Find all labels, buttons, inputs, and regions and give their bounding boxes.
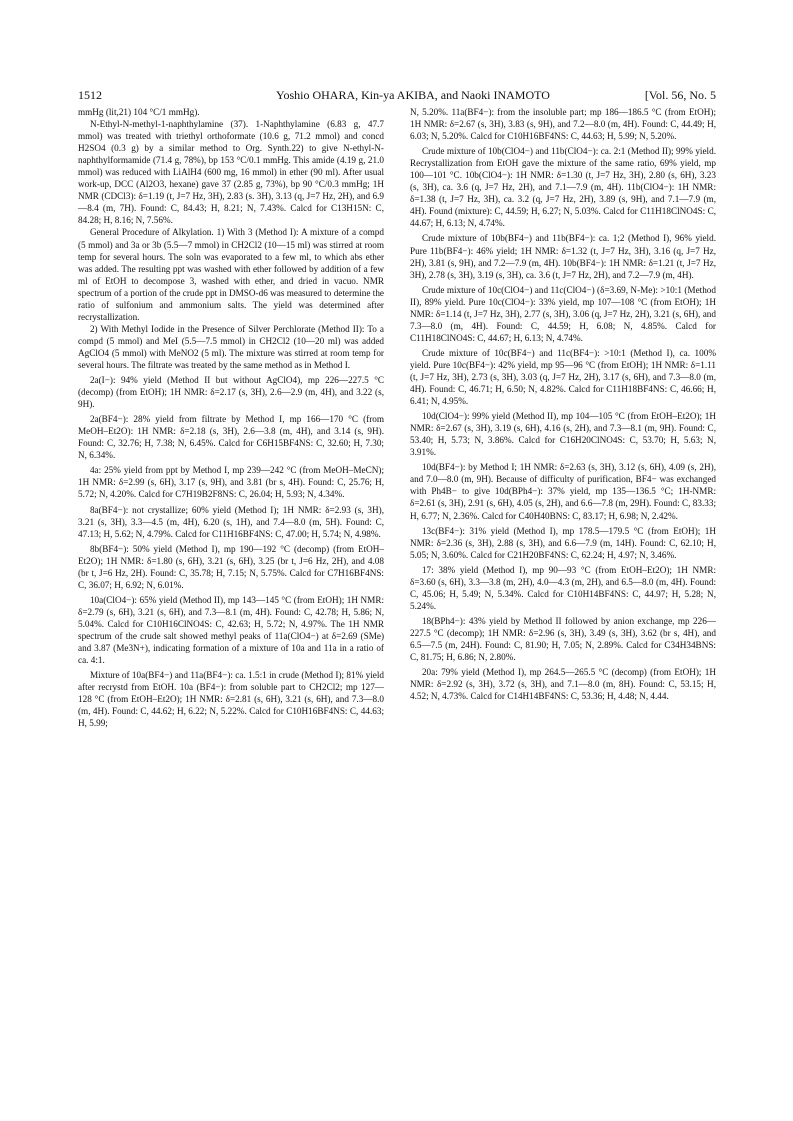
- paragraph: 20a: 79% yield (Method I), mp 264.5—265.5 °C (decomp) (from EtOH); 1H NMR: δ=2.92 (s, 3H), 3.72 (s, 3H), and 7.1—8.0 (m, 8H). Found: C, 53.15; H, 4.52; N, 4.73%. Calcd for C14H14BF4NS: C, 53.36; H, 4.48; N, 4.44.: [410, 667, 716, 702]
- paragraph: 18(BPh4−): 43% yield by Method II followed by anion exchange, mp 226—227.5 °C (decomp); 1H NMR: δ=2.96 (s, 3H), 3.49 (s, 3H), 3.62 (br s, 4H), and 6.5—7.5 (m, 24H). Found: C, 81.90; H, 7.05; N, 2.89%. Calcd for C34H34BNS: C, 81.75; H, 6.86; N, 2.80%.: [410, 615, 716, 663]
- paragraph: Crude mixture of 10c(ClO4−) and 11c(ClO4−) (δ=3.69, N-Me): >10:1 (Method II), 89% yield. Pure 10c(ClO4−): 33% yield, mp 107—108 °C (from EtOH); 1H NMR: δ=1.14 (t, J=7 Hz, 3H), 2.77 (s, 3H), 3.06 (q, J=7 Hz, 2H), 3.21 (s, 6H), and 7.3—8.0 (m, 4H). Found: C, 44.59; H, 6.08; N, 4.85%. Calcd for C11H18ClNO4S: C, 44.67; H, 6.13; N, 4.74%.: [410, 284, 716, 343]
- paragraph: 2a(I−): 94% yield (Method II but without AgClO4), mp 226—227.5 °C (decomp) (from EtOH); 1H NMR: δ=2.17 (s, 3H), 2.6—2.9 (m, 4H), and 3.22 (s, 9H).: [78, 375, 384, 410]
- left-column: [78, 106, 384, 729]
- paragraph: Crude mixture of 10b(BF4−) and 11b(BF4−): ca. 1;2 (Method I), 96% yield. Pure 11b(BF4−): 46% yield; 1H NMR: δ=1.32 (t, J=7 Hz, 3H), 3.16 (q, J=7 Hz, 2H), 3.81 (s, 9H), and 7.2—7.9 (m, 4H). 10b(BF4−): 1H NMR: δ=1.21 (t, J=7 Hz, 3H), 2.78 (s, 3H), 3.19 (s, 3H), ca. 3.6 (t, J=7 Hz, 2H), and 7.2—7.9 (m, 4H).: [410, 233, 716, 280]
- volume-issue: [Vol. 56, No. 5: [644, 88, 716, 102]
- paragraph: 10a(ClO4−): 65% yield (Method II), mp 143—145 °C (from EtOH); 1H NMR: δ=2.79 (s, 6H), 3.21 (s, 6H), and 7.3—8.1 (m, 4H). Found: C, 42.78; H, 5.86; N, 5.04%. Calcd for C10H16ClNO4S: C, 42.63; H, 5.72; N, 4.97%. The 1H NMR spectrum of the crude salt showed methyl peaks of 11a(ClO4−) at δ=2.69 (SMe) and 3.87 (Me3N+), indicating formation of a mixture of 10a and 11a in a ratio of ca. 4:1.: [78, 594, 384, 666]
- paragraph: 10d(BF4−): by Method I; 1H NMR: δ=2.63 (s, 3H), 3.12 (s, 6H), 4.09 (s, 2H), and 7.0—8.0 (m, 9H). Because of difficulty of purification, BF4− was exchanged with Ph4B− to give 10d(BPh4−): 37% yield, mp 135—136.5 °C; 1H-NMR: δ=2.61 (s, 3H), 2.91 (s, 6H), 4.05 (s, 2H), and 6.6—7.8 (m, 29H). Found: C, 83.33; H, 6.77; N, 2.36%. Calcd for C40H40BNS: C, 83.17; H, 6.98; N, 2.42%.: [410, 462, 716, 521]
- paragraph: 8a(BF4−): not crystallize; 60% yield (Method I); 1H NMR: δ=2.93 (s, 3H), 3.21 (s, 3H), 3.3—4.5 (m, 4H), 6.20 (s, 1H), and 7.4—8.0 (m, 5H). Found: C, 47.13; H, 5.62; N, 4.79%. Calcd for C11H16BF4NS: C, 47.00; H, 5.74; N, 4.98%.: [78, 504, 384, 539]
- paragraph: 8b(BF4−): 50% yield (Method I), mp 190—192 °C (decomp) (from EtOH–Et2O); 1H NMR: δ=1.80 (s, 6H), 3.21 (s, 6H), 3.25 (br t, J=6 Hz, 2H), and 4.08 (br t, J=6 Hz, 2H). Found: C, 35.78; H, 7.15; N, 5.75%. Calcd for C7H16BF4NS: C, 36.07; H, 6.92; N, 6.01%.: [78, 543, 384, 590]
- running-header: [78, 88, 716, 106]
- running-authors: Yoshio OHARA, Kin-ya AKIBA, and Naoki INAMOTO: [276, 88, 550, 102]
- paragraph: 2a(BF4−): 28% yield from filtrate by Method I, mp 166—170 °C (from MeOH–Et2O): 1H NMR: δ=2.18 (s, 3H), 2.6—3.8 (m, 4H), and 3.14 (s, 9H). Found: C, 32.76; H, 7.38; N, 6.45%. Calcd for C6H15BF4NS: C, 32.60; H, 7.30; N, 6.34%.: [78, 414, 384, 461]
- right-column: [410, 106, 716, 702]
- paragraph: N, 5.20%. 11a(BF4−): from the insoluble part; mp 186—186.5 °C (from EtOH); 1H NMR: δ=2.67 (s, 3H), 3.83 (s, 9H), and 7.2—8.0 (m, 4H). Found: C, 44.49; H, 6.03; N, 5.20%. Calcd for C10H16BF4NS: C, 44.63; H, 5.99; N, 5.20%.: [410, 107, 716, 142]
- paragraph: Mixture of 10a(BF4−) and 11a(BF4−): ca. 1.5:1 in crude (Method I); 81% yield after recrystd from EtOH. 10a (BF4−): from soluble part to CH2Cl2; mp 127—128 °C (from EtOH–Et2O); 1H NMR: δ=2.81 (s, 6H), 3.21 (s, 6H), and 7.3—8.0 (m, 4H). Found: C, 44.62; H, 6.22; N, 5.22%. Calcd for C10H16BF4NS: C, 44.63; H, 5.99;: [78, 670, 384, 729]
- paragraph: Crude mixture of 10c(BF4−) and 11c(BF4−): >10:1 (Method I), ca. 100% yield. Pure 10c(BF4−): 42% yield, mp 95—96 °C (from EtOH); 1H NMR: δ=1.11 (t, J=7 Hz, 3H), 2.73 (s, 3H), 3.03 (q, J=7 Hz, 2H), 3.17 (s, 6H), and 7.3—8.0 (m, 4H). Found: C, 46.71; H, 6.50; N, 4.82%. Calcd for C11H18BF4NS: C, 46.66; H, 6.41; N, 4.95%.: [410, 347, 716, 407]
- paragraph: 4a: 25% yield from ppt by Method I, mp 239—242 °C (from MeOH–MeCN); 1H NMR: δ=2.99 (s, 6H), 3.17 (s, 9H), and 3.81 (br s, 4H). Found: C, 25.76; H, 5.72; N, 4.20%. Calcd for C7H19B2F8NS: C, 26.04; H, 5.93; N, 4.34%.: [78, 465, 384, 500]
- paragraph: 13c(BF4−): 31% yield (Method I), mp 178.5—179.5 °C (from EtOH); 1H NMR: δ=2.36 (s, 3H), 2.88 (s, 3H), and 6.6—7.9 (m, 14H). Found: C, 62.10; H, 5.05; N, 3.60%. Calcd for C21H20BF4NS: C, 62.24; H, 4.97; N, 3.46%.: [410, 525, 716, 560]
- paragraph: N-Ethyl-N-methyl-1-naphthylamine (37). 1-Naphthylamine (6.83 g, 47.7 mmol) was treated with triethyl orthoformate (10.6 g, 71.2 mmol) and concd H2SO4 (0.3 g) by a similar method to Org. Synth.22) to give N-ethyl-N-naphthylformamide (71.4 g, 78%), bp 153 °C/0.1 mmHg. This amide (4.19 g, 21.0 mmol) was reduced with LiAlH4 (600 mg, 16 mmol) in ether (90 ml). After usual work-up, DCC (Al2O3, hexane) gave 37 (2.85 g, 73%), bp 90 °C/0.3 mmHg; 1H NMR (CDCl3): δ=1.19 (t, J=7 Hz, 3H), 2.83 (s. 3H), 3.13 (q, J=7 Hz, 2H), and 6.9—8.4 (m, 7H). Found: C, 84.43; H, 8.21; N, 7.43%. Calcd for C13H15N: C, 84.28; H, 8.16; N, 7.56%.: [78, 119, 384, 226]
- paragraph: mmHg (lit,21) 104 °C/1 mmHg).: [78, 107, 200, 117]
- paragraph: General Procedure of Alkylation. 1) With 3 (Method I): A mixture of a compd (5 mmol) and 3a or 3b (5.5—7 mmol) in CH2Cl2 (10—15 ml) was stirred at room temp for several hours. The soln was evaporated to a few ml, to which abs ether was added. The resulting ppt was washed with ether followed by addition of a few ml of EtOH to decompose 3, washed with ether, and dried in vacuo. NMR spectrum of a portion of the crude ppt in DMSO-d6 was measured to determine the ratio of sulfonium and ammonium salts. The yield was determined after recrystallization.: [78, 227, 384, 322]
- paragraph: 10d(ClO4−): 99% yield (Method II), mp 104—105 °C (from EtOH–Et2O); 1H NMR: δ=2.67 (s, 3H), 3.19 (s, 6H), 4.16 (s, 2H), and 7.3—8.1 (m, 9H). Found: C, 53.40; H, 5.73; N, 3.86%. Calcd for C16H20ClNO4S: C, 53.70; H, 5.63; N, 3.91%.: [410, 411, 716, 458]
- page-number: 1512: [78, 88, 102, 102]
- paragraph: 2) With Methyl Iodide in the Presence of Silver Perchlorate (Method II): To a compd (5 mmol) and MeI (5.5—7.5 mmol) in CH2Cl2 (10—20 ml) was added AgClO4 (5 mmol) with MeNO2 (5 ml). The mixture was stirred at room temp for several hours. The filtrate was treated by the same method as in Method I.: [78, 323, 384, 370]
- paragraph: Crude mixture of 10b(ClO4−) and 11b(ClO4−): ca. 2:1 (Method II); 99% yield. Recrystallization from EtOH gave the mixture of the same ratio, 69% yield, mp 100—101 °C. 10b(ClO4−): 1H NMR: δ=1.30 (t, J=7 Hz, 3H), 2.80 (s, 6H), 3.23 (s, 3H), ca. 3.6 (q, J=7 Hz, 2H), and 7.1—7.9 (m, 4H). 11b(ClO4−): 1H NMR: δ=1.38 (t, J=7 Hz, 3H), ca. 3.2 (q, J=7 Hz, 2H), 3.89 (s, 9H), and 7.1—7.9 (m, 4H). Found (mixture): C, 44.59; H, 6.27; N, 5.03%. Calcd for C11H18ClNO4S: C, 44.67; H, 6.13; N, 4.74%.: [410, 146, 716, 229]
- paragraph: 17: 38% yield (Method I), mp 90—93 °C (from EtOH–Et2O); 1H NMR: δ=3.60 (s, 6H), 3.3—3.8 (m, 2H), 4.0—4.3 (m, 2H), and 6.5—8.0 (m, 4H). Found: C, 45.06; H, 5.49; N, 5.34%. Calcd for C10H14BF4NS: C, 44.97; H, 5.28; N, 5.24%.: [410, 564, 716, 611]
